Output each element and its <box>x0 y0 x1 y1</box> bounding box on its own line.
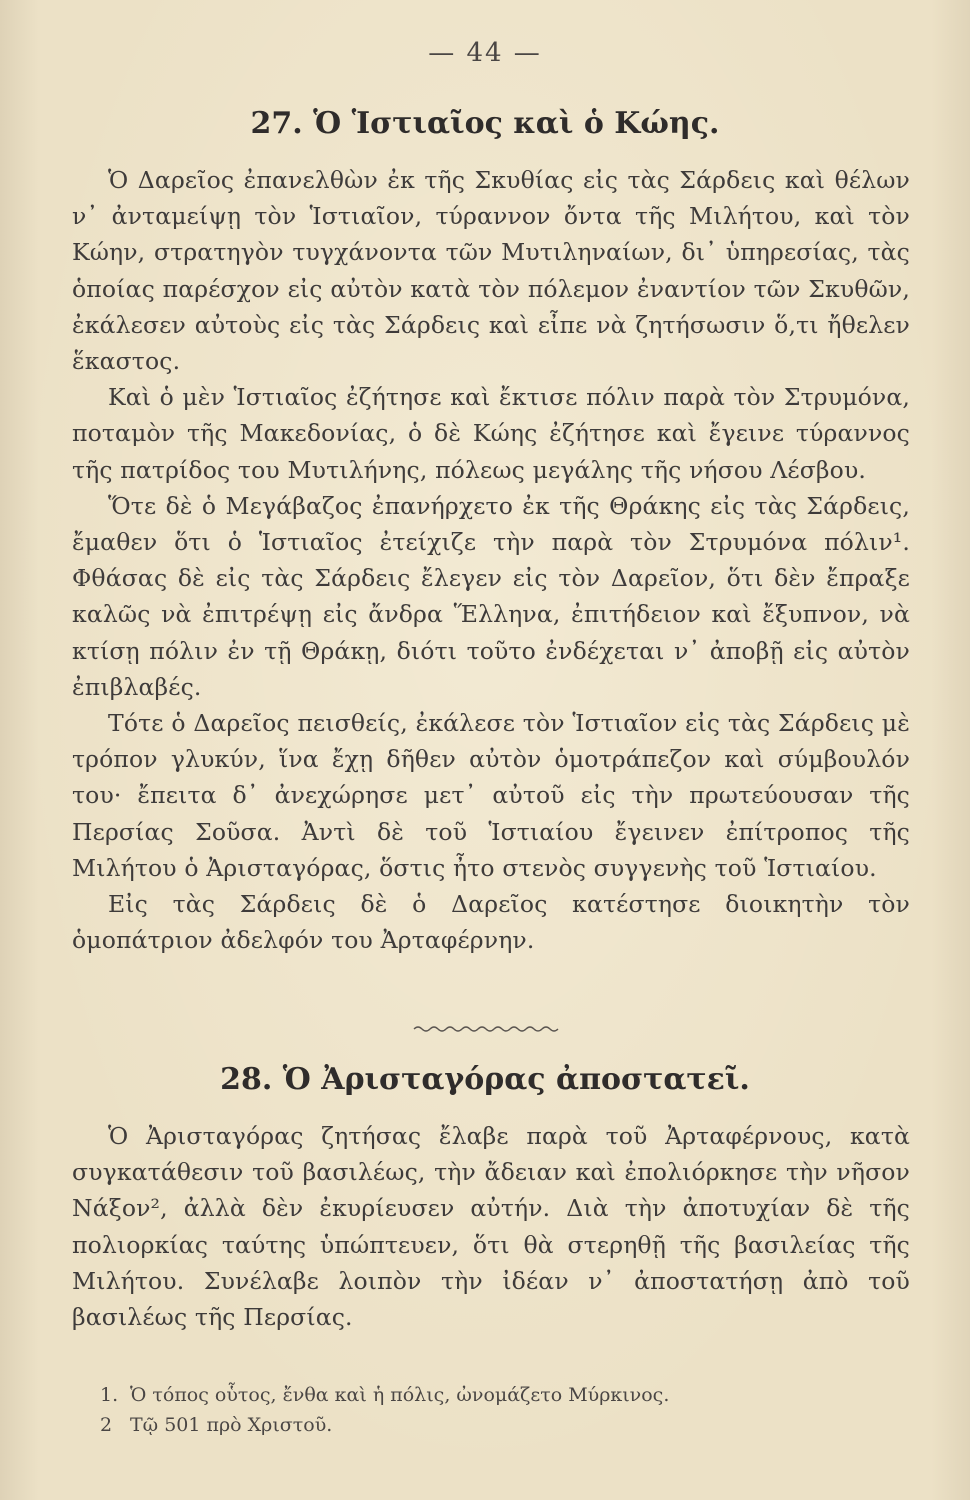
section-28-body <box>72 1118 910 1335</box>
footnote <box>100 1380 910 1410</box>
footnotes <box>100 1380 910 1440</box>
footnote-number: 2 <box>100 1414 113 1436</box>
footnote <box>100 1410 910 1440</box>
section-27-body <box>72 162 910 958</box>
footnote-text: Τῷ 501 πρὸ Χριστοῦ. <box>130 1414 333 1436</box>
paragraph: Ὅτε δὲ ὁ Μεγάβαζος ἐπανήρχετο ἐκ τῆς Θράκης εἰς τὰς Σάρδεις, ἔμαθεν ὅτι ὁ Ἱστιαῖος ἐτείχιζε τὴν παρὰ τὸν Στρυμόνα πόλιν¹. Φθάσας δὲ εἰς τὰς Σάρδεις ἔλεγεν εἰς τὸν Δαρεῖον, ὅτι δὲν ἔπραξε καλῶς νὰ ἐπιτρέψῃ εἰς ἄνδρα Ἕλληνα, ἐπιτήδειον καὶ ἔξυπνον, νὰ κτίσῃ πόλιν ἐν τῇ Θράκῃ, διότι τοῦτο ἐνδέχεται ν᾽ ἀποβῇ εἰς αὐτὸν ἐπιβλαβές. <box>72 491 910 701</box>
footnote-number: 1. <box>100 1384 119 1406</box>
section-divider-ornament <box>412 1024 562 1034</box>
section-heading-28: 28. Ὁ Ἀρισταγόρας ἀποστατεῖ. <box>220 1062 750 1097</box>
footnote-text: Ὁ τόπος οὗτος, ἔνθα καὶ ἡ πόλις, ὠνομάζετο Μύρκινος. <box>130 1384 670 1406</box>
page-number: — 44 — <box>428 38 542 68</box>
paragraph: Καὶ ὁ μὲν Ἱστιαῖος ἐζήτησε καὶ ἔκτισε πόλιν παρὰ τὸν Στρυμόνα, ποταμὸν τῆς Μακεδονίας, ὁ δὲ Κώης ἐζήτησε καὶ ἔγεινε τύραννος τῆς πατρίδος του Μυτιλήνης, πόλεως μεγάλης τῆς νήσου Λέσβου. <box>72 383 910 484</box>
paragraph: Ὁ Δαρεῖος ἐπανελθὼν ἐκ τῆς Σκυθίας εἰς τὰς Σάρδεις καὶ θέλων ν᾽ ἀνταμείψῃ τὸν Ἱστιαῖον, τύραννον ὄντα τῆς Μιλήτου, καὶ τὸν Κώην, στρατηγὸν τυγχάνοντα τῶν Μυτιληναίων, δι᾽ ὑπηρεσίας, τὰς ὁποίας παρέσχον εἰς αὐτὸν κατὰ τὸν πόλεμον ἐναντίον τῶν Σκυθῶν, ἐκάλεσεν αὐτοὺς εἰς τὰς Σάρδεις καὶ εἶπε νὰ ζητήσωσιν ὅ,τι ἤθελεν ἕκαστος. <box>72 166 910 376</box>
paragraph: Εἰς τὰς Σάρδεις δὲ ὁ Δαρεῖος κατέστησε διοικητὴν τὸν ὁμοπάτριον ἀδελφόν του Ἀρταφέρνην. <box>72 890 910 955</box>
paragraph: Τότε ὁ Δαρεῖος πεισθείς, ἐκάλεσε τὸν Ἱστιαῖον εἰς τὰς Σάρδεις μὲ τρόπον γλυκύν, ἵνα ἔχῃ δῆθεν αὐτὸν ὁμοτράπεζον καὶ σύμβουλόν του· ἔπειτα δ᾽ ἀνεχώρησε μετ᾽ αὐτοῦ εἰς τὴν πρωτεύουσαν τῆς Περσίας Σοῦσα. Ἀντὶ δὲ τοῦ Ἱστιαίου ἔγεινεν ἐπίτροπος τῆς Μιλήτου ὁ Ἀρισταγόρας, ὅστις ἦτο στενὸς συγγενὴς τοῦ Ἱστιαίου. <box>72 709 910 882</box>
section-heading-27: 27. Ὁ Ἱστιαῖος καὶ ὁ Κώης. <box>250 106 720 141</box>
paragraph: Ὁ Ἀρισταγόρας ζητήσας ἔλαβε παρὰ τοῦ Ἀρταφέρνους, κατὰ συγκατάθεσιν τοῦ βασιλέως, τὴν ἄδειαν καὶ ἐπολιόρκησε τὴν νῆσον Νάξον², ἀλλὰ δὲν ἐκυρίευσεν αὐτήν. Διὰ τὴν ἀποτυχίαν δὲ τῆς πολιορκίας ταύτης ὑπώπτευεν, ὅτι θὰ στερηθῇ τῆς βασιλείας τῆς Μιλήτου. Συνέλαβε λοιπὸν τὴν ἰδέαν ν᾽ ἀποστατήσῃ ἀπὸ τοῦ βασιλέως τῆς Περσίας. <box>72 1122 910 1332</box>
